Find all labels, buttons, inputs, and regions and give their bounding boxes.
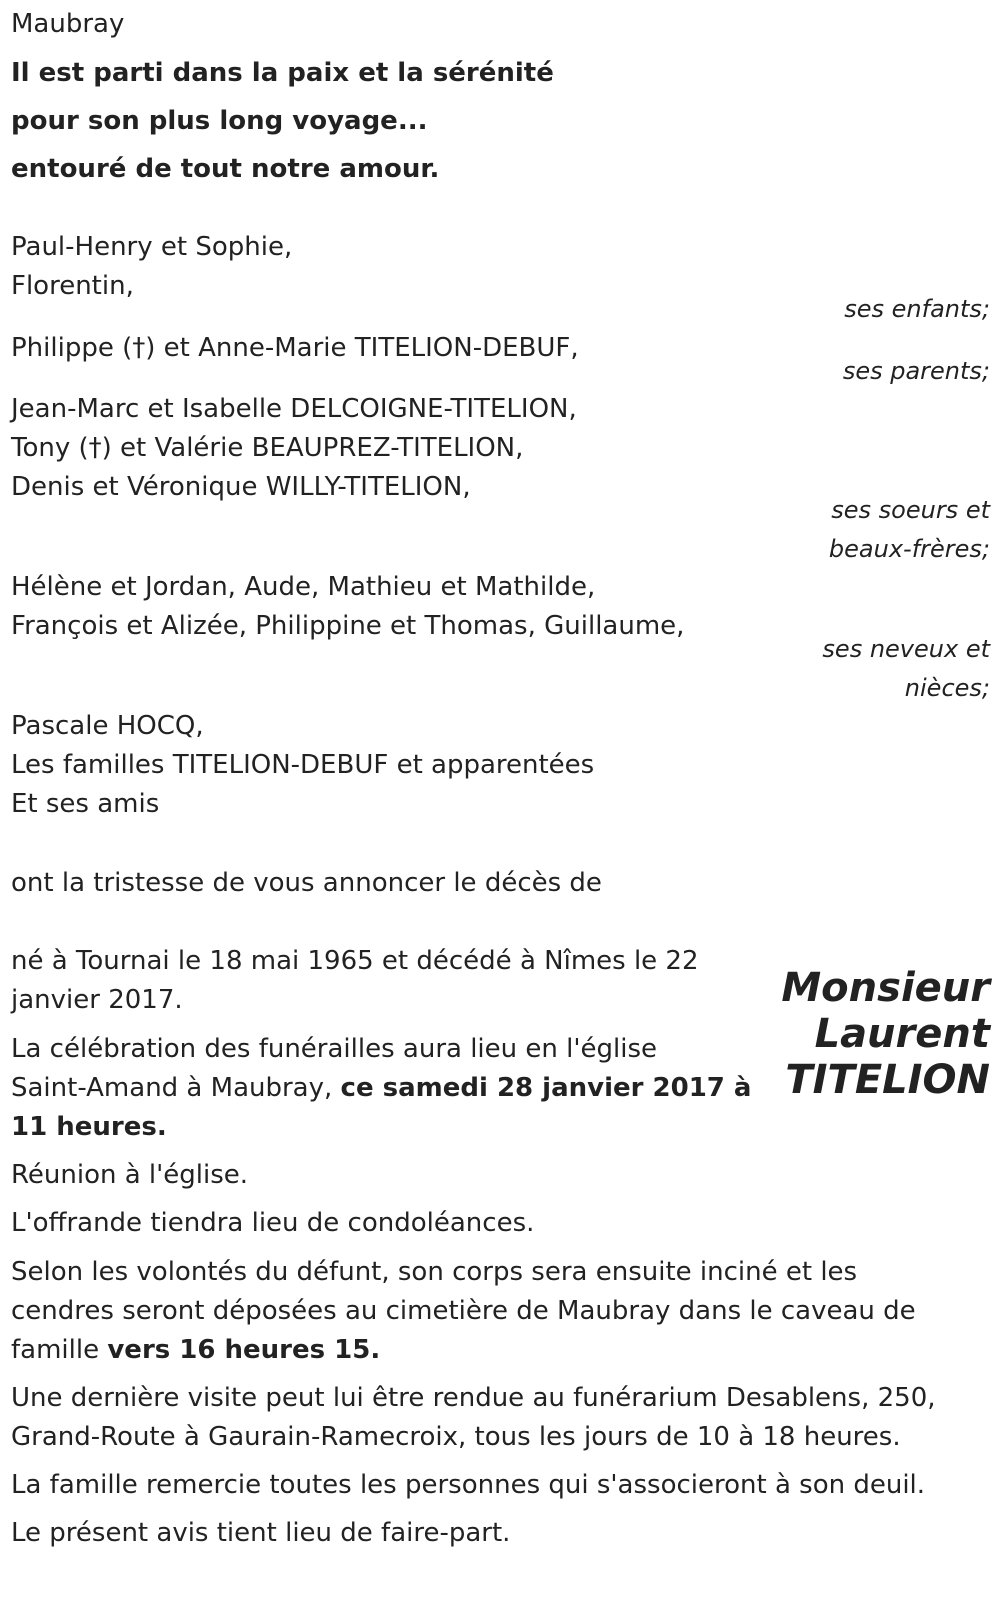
children-name: Paul-Henry et Sophie,	[11, 232, 293, 262]
announcement: ont la tristesse de vous annoncer le décès de	[11, 868, 602, 898]
cremation-line: cendres seront déposées au cimetière de Maubray dans le caveau de	[11, 1296, 916, 1326]
birth-death-line: janvier 2017.	[11, 985, 183, 1015]
deceased-title: Monsieur	[781, 965, 990, 1011]
other-mourner: Et ses amis	[11, 789, 160, 819]
cremation-line: Selon les volontés du défunt, son corps sera ensuite inciné et les	[11, 1257, 858, 1287]
sibling-name: Denis et Véronique WILLY-TITELION,	[11, 472, 471, 502]
town-heading: Maubray	[11, 9, 125, 39]
visit-line: Grand-Route à Gaurain-Ramecroix, tous les jours de 10 à 18 heures.	[11, 1422, 901, 1452]
ceremony-line	[11, 1069, 751, 1108]
meeting-note: Réunion à l'église.	[11, 1160, 249, 1190]
closing-note: Le présent avis tient lieu de faire-part.	[11, 1518, 511, 1548]
cremation-time: vers 16 heures 15.	[107, 1335, 381, 1365]
thanks-note: La famille remercie toutes les personnes qui s'associeront à son deuil.	[11, 1470, 926, 1500]
deceased-name	[781, 965, 990, 1103]
visit-line: Une dernière visite peut lui être rendue au funérarium Desablens, 250,	[11, 1383, 936, 1413]
deceased-first-name: Laurent	[814, 1011, 990, 1057]
cremation-line	[11, 1331, 380, 1370]
other-mourner: Pascale HOCQ,	[11, 711, 204, 741]
offering-note: L'offrande tiendra lieu de condoléances.	[11, 1208, 535, 1238]
ceremony-line: La célébration des funérailles aura lieu en l'église	[11, 1034, 657, 1064]
intro-line: entouré de tout notre amour.	[11, 154, 440, 184]
parents-name: Philippe (†) et Anne-Marie TITELION-DEBUF,	[11, 333, 579, 363]
nephew-name: François et Alizée, Philippine et Thomas, Guillaume,	[11, 611, 685, 641]
sibling-name: Tony (†) et Valérie BEAUPREZ-TITELION,	[11, 433, 524, 463]
children-label: ses enfants;	[844, 295, 990, 323]
nephews-label: nièces;	[904, 674, 990, 702]
intro-line: pour son plus long voyage...	[11, 106, 428, 136]
nephews-label: ses neveux et	[822, 635, 990, 663]
deceased-last-name: TITELION	[785, 1057, 990, 1103]
sibling-name: Jean-Marc et Isabelle DELCOIGNE-TITELION,	[11, 394, 577, 424]
siblings-label: ses soeurs et	[831, 496, 990, 524]
birth-death-line: né à Tournai le 18 mai 1965 et décédé à Nîmes le 22	[11, 946, 699, 976]
children-name: Florentin,	[11, 271, 134, 301]
ceremony-place: Saint-Amand à Maubray,	[11, 1073, 341, 1103]
other-mourner: Les familles TITELION-DEBUF et apparentées	[11, 750, 595, 780]
parents-label: ses parents;	[842, 357, 990, 385]
ceremony-time: 11 heures.	[11, 1112, 167, 1142]
siblings-label: beaux-frères;	[828, 535, 990, 563]
cremation-family: famille	[11, 1335, 108, 1365]
intro-line: Il est parti dans la paix et la sérénité	[11, 58, 554, 88]
nephew-name: Hélène et Jordan, Aude, Mathieu et Mathilde,	[11, 572, 596, 602]
ceremony-date: ce samedi 28 janvier 2017 à	[340, 1073, 752, 1103]
